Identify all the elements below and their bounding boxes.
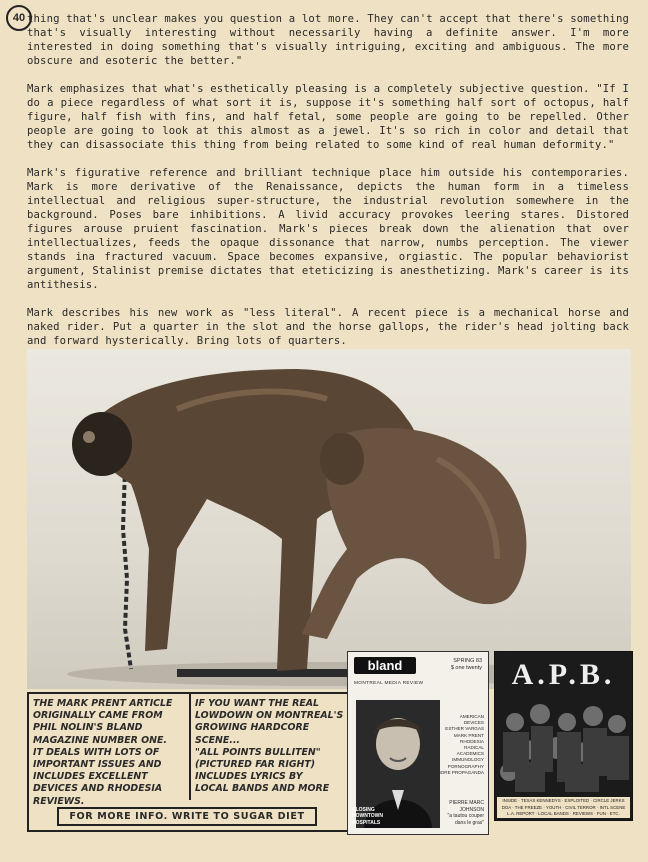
sculpture-figure-illustration: [27, 349, 631, 689]
bland-contents-item: AMERICAN: [459, 714, 484, 719]
apb-magazine-cover: [494, 651, 633, 821]
promo-left-text: [33, 698, 181, 808]
bland-bottom-right-line: dans le gras": [454, 819, 484, 826]
promo-right-text: [189, 694, 347, 800]
apb-caption-line: DOA · THE FREEZE · YOUTH · CIVIL TERROR · INTL SCENE: [501, 804, 626, 810]
bland-contents-item: PORNOGRAPHY: [447, 763, 484, 769]
promo-right-line: INCLUDES LYRICS BY: [195, 771, 303, 783]
bland-bottom-right-line: PIERRE MARC: [449, 800, 484, 806]
promo-footer: FOR MORE INFO. WRITE TO SUGAR DIET: [57, 807, 317, 826]
bland-logo: bland: [354, 657, 416, 674]
promo-left-line: INCLUDES EXCELLENT: [33, 771, 148, 783]
apb-title: A.P.B.: [511, 658, 616, 691]
promo-left-line: ORIGINALLY CAME FROM: [33, 710, 163, 722]
promo-left-line: PHIL NOLIN'S BLAND: [33, 722, 143, 734]
bland-bottom-right-line: "a tautou couper: [447, 813, 484, 819]
promo-left-line: MAGAZINE NUMBER ONE.: [33, 734, 167, 746]
bland-contents: [437, 714, 484, 776]
apb-caption-line: L.A. REPORT · LOCAL BANDS · REVIEWS · FUN · ETC.: [507, 810, 620, 816]
promo-right-line: LOWDOWN ON MONTREAL'S: [195, 710, 344, 722]
promo-right-line: IF YOU WANT THE REAL: [195, 698, 319, 709]
bland-contents-item: ESTHER VARGAS: [445, 726, 484, 732]
bland-magazine-cover: [347, 651, 489, 835]
bland-subtitle: MONTREAL MEDIA REVIEW: [354, 681, 424, 686]
promo-left-line: IMPORTANT ISSUES AND: [33, 759, 162, 771]
promo-right-line: LOCAL BANDS AND MORE: [195, 783, 330, 795]
bland-contents-item: MORE PROPAGANDA: [436, 769, 484, 775]
bland-bottom-right: [447, 800, 484, 826]
bland-contents-item: RADICAL: [464, 745, 484, 751]
promo-left-line: REVIEWS.: [33, 795, 85, 807]
bland-issue-line: SPRING 83: [453, 658, 482, 664]
bland-bottom-left: [352, 807, 383, 827]
page-number: 40: [6, 5, 32, 31]
article-paragraph: Mark describes his new work as "less literal". A recent piece is a mechanical horse and naked rider. Put a quarter in the slot and the horse gallops, the rider's head jolting back and forward hysterically. Bring lots of quarters.: [27, 307, 629, 347]
bland-contents-item: ACADEMICS: [456, 751, 484, 757]
promo-right-line: "ALL POINTS BULLITEN": [195, 746, 321, 758]
sculpture-photo: [27, 349, 631, 689]
bland-issue-info: [440, 658, 482, 671]
bland-contents-item: IMMUNOLOGY: [452, 757, 484, 763]
promo-left-line: THE MARK PRENT ARTICLE: [33, 698, 173, 709]
apb-caption-line: INSIDE · TEXAS KENNEDYS · EXPLOITED · CIRCLE JERKS: [502, 798, 625, 804]
bland-bottom-left-line: CLOSING: [352, 806, 375, 813]
promo-box: [27, 692, 349, 832]
bland-contents-item: DEVICES: [463, 720, 484, 726]
promo-right-line: SCENE...: [195, 734, 240, 746]
bland-contents-item: MARK PRENT: [453, 732, 484, 738]
bland-issue-line: $ one twenty: [450, 664, 482, 671]
promo-left-line: DEVICES AND RHODESIA: [33, 783, 163, 795]
promo-left-line: IT DEALS WITH LOTS OF: [33, 746, 160, 758]
bland-bottom-left-line: HOSPITALS: [352, 819, 381, 826]
article-paragraph: Mark's figurative reference and brilliant technique place him outside his contemporaries. Mark is more derivative of the Renaissance, depicts the human form in a timeless intellectual and religious super-structure, the industrial revolution somewhere in the background. Poses bare inhibitions. A livid accuracy provokes leering stares. Distored figures arouse pruient fascination. Mark's pieces break down the alienation that over intellectualizes, feeds the opaque dissonance that narrow, numbs perception. The viewer stands ina fractured vacuum. Space becomes expansive, orgiastic. The popular behaviorist argument, Stalinist premise dictates that eteticizing is anesthetizing. Mark's career is its antithesis.: [27, 167, 629, 291]
bland-bottom-left-line: DOWNTOWN: [352, 813, 384, 819]
article-paragraph: Mark emphasizes that what's esthetically pleasing is a completely subjective question. "If I do a piece regardless of what sort it is, suppose it's something half sort of octopus, half figure, half fish with fins, and half fetal, some people are going to be repelled. Other people are going to look at this almost as a jewel. It's so rich in color and detail that they can disassociate this thing from being related to some kind of real human deformity.": [27, 83, 629, 151]
promo-right-line: GROWING HARDCORE: [195, 722, 310, 734]
bland-bottom-right-line: JOHNSON: [459, 806, 484, 813]
apb-caption: [497, 797, 630, 818]
bland-contents-item: RHODESIA: [460, 738, 484, 744]
article-paragraph: thing that's unclear makes you question a lot more. They can't accept that there's something that's visually interesting without necessarily having a definite answer. I'm more interested in doing something that's visually intriguing, exciting and ambiguous. The more obscure and esoteric the better.": [27, 13, 629, 67]
article-body: [27, 12, 629, 362]
promo-right-line: (PICTURED FAR RIGHT): [195, 759, 316, 771]
